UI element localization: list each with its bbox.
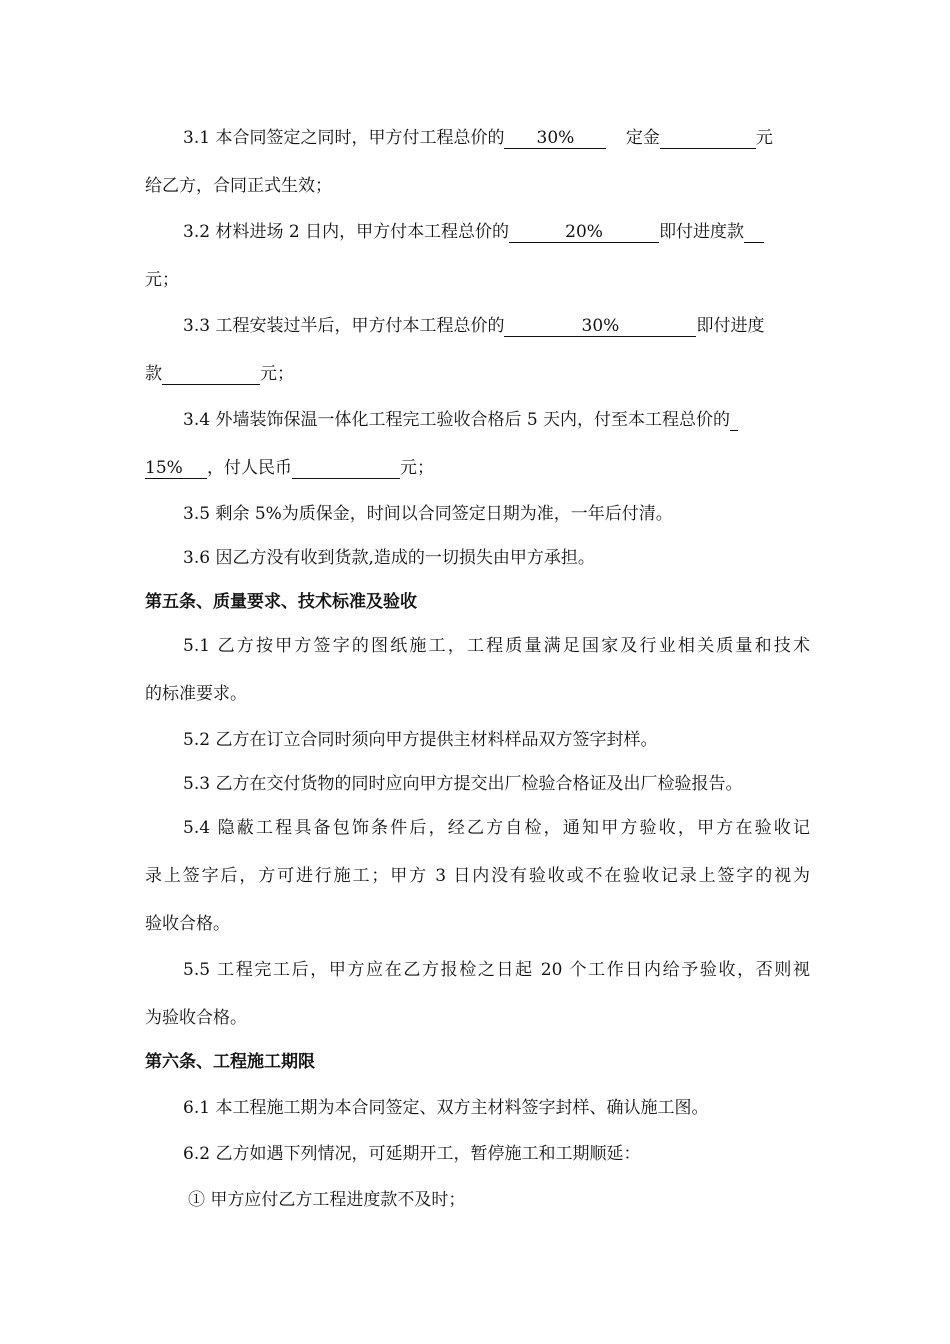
clause-6-1: 6.1 本工程施工期为本合同签定、双方主材料签字封样、确认施工图。	[183, 1098, 709, 1118]
progress-percent-field-2: 30%	[504, 316, 696, 337]
clause-3-3	[183, 314, 810, 338]
clause-3-2-text: 3.2 材料进场 2 日内，甲方付本工程总价的	[183, 222, 510, 242]
clause-5-2: 5.2 乙方在订立合同时须向甲方提供主材料样品双方签字封样。	[183, 730, 658, 750]
currency-unit: 元	[755, 128, 773, 148]
progress-amount-blank-2	[162, 364, 260, 385]
final-amount-blank	[292, 458, 400, 479]
final-percent-field: 15%	[145, 458, 207, 479]
progress-payment-label: 即付进度款	[659, 222, 745, 242]
rmb-label: ，付人民币	[207, 458, 292, 478]
clause-5-3: 5.3 乙方在交付货物的同时应向甲方提交出厂检验合格证及出厂检验报告。	[183, 774, 743, 794]
deposit-amount-blank	[660, 128, 756, 149]
clause-6-2: 6.2 乙方如遇下列情况，可延期开工，暂停施工和工期顺延：	[183, 1144, 641, 1164]
clause-3-4-continuation	[145, 456, 810, 480]
clause-3-3-text: 3.3 工程安装过半后，甲方付本工程总价的	[183, 316, 505, 336]
clause-3-4-text: 3.4 外墙装饰保温一体化工程完工验收合格后 5 天内，付至本工程总价的	[183, 410, 731, 430]
clause-5-1-line-1: 5.1 乙方按甲方签字的图纸施工，工程质量满足国家及行业相关质量和技术	[183, 636, 810, 656]
progress-payment-label-2: 即付进度	[696, 316, 765, 336]
clause-3-3-cont-text: 款	[145, 364, 162, 384]
clause-5-4-line-2: 录上签字后，方可进行施工；甲方 3 日内没有验收或不在验收记录上签字的视为	[145, 866, 810, 886]
clause-3-1-text: 3.1 本合同签定之同时，甲方付工程总价的	[183, 128, 505, 148]
currency-unit: 元；	[400, 458, 434, 478]
section-heading-6: 第六条、工程施工期限	[145, 1052, 315, 1072]
progress-percent-field-1: 20%	[509, 222, 659, 243]
deposit-percent-field: 30%	[504, 128, 606, 149]
clause-3-2	[183, 220, 810, 244]
clause-3-1-continuation: 给乙方，合同正式生效；	[145, 176, 332, 196]
clause-5-1-line-2: 的标准要求。	[145, 684, 247, 704]
clause-3-1	[183, 126, 810, 150]
clause-5-5-line-1: 5.5 工程完工后，甲方应在乙方报检之日起 20 个工作日内给予验收，否则视	[183, 960, 810, 980]
list-item-1: ① 甲方应付乙方工程进度款不及时；	[188, 1190, 466, 1210]
clause-3-4	[183, 408, 810, 432]
currency-unit: 元；	[260, 364, 294, 384]
deposit-label: 定金	[625, 128, 660, 148]
clause-5-4-line-3: 验收合格。	[145, 914, 230, 934]
clause-5-5-line-2: 为验收合格。	[145, 1008, 247, 1028]
clause-3-2-continuation: 元；	[145, 270, 179, 290]
clause-3-6: 3.6 因乙方没有收到货款,造成的一切损失由甲方承担。	[183, 548, 595, 568]
clause-5-4-line-1: 5.4 隐蔽工程具备包饰条件后，经乙方自检，通知甲方验收，甲方在验收记	[183, 818, 810, 838]
clause-3-5: 3.5 剩余 5%为质保金，时间以合同签定日期为准，一年后付清。	[183, 504, 673, 524]
progress-amount-blank-1	[744, 222, 764, 243]
clause-3-3-continuation	[145, 362, 810, 386]
final-percent-lead-blank	[730, 410, 738, 431]
section-heading-5: 第五条、质量要求、技术标准及验收	[145, 592, 417, 612]
